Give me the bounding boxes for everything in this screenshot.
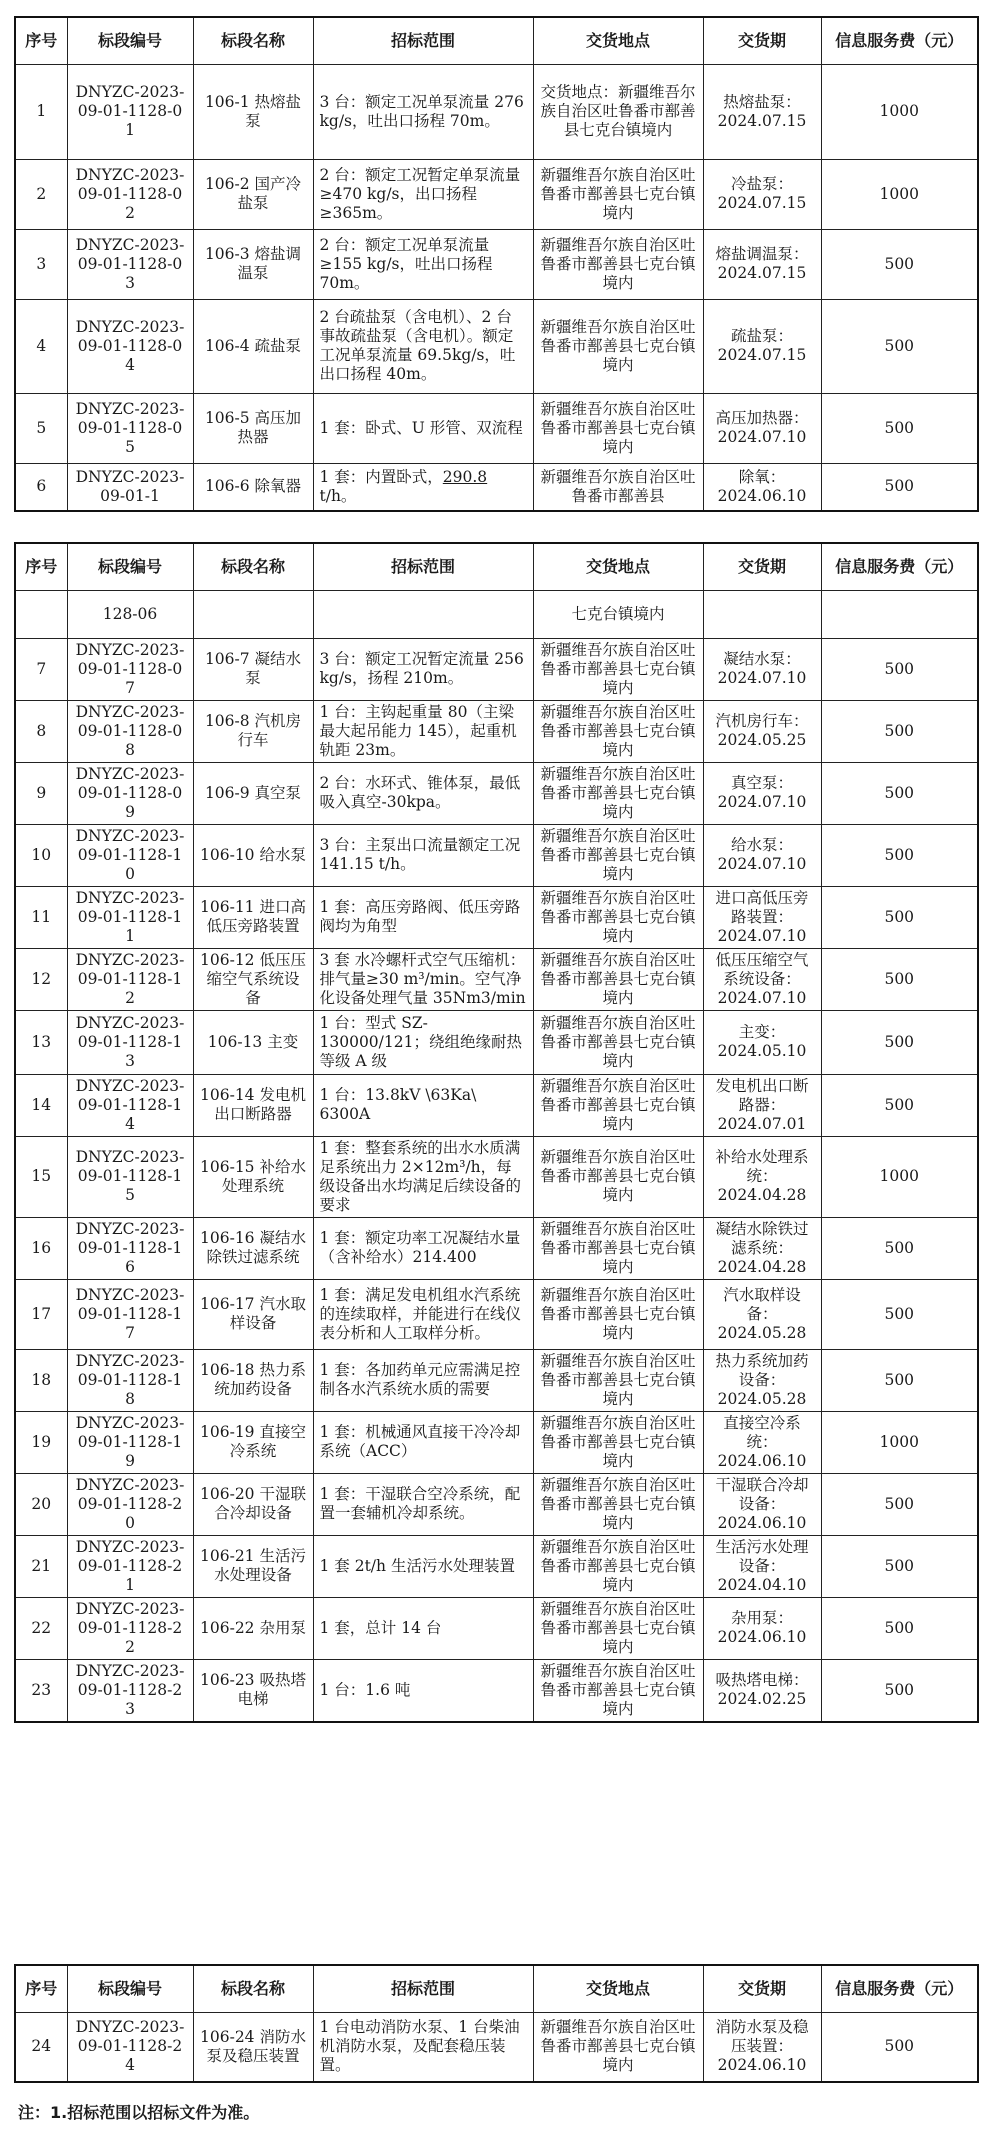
- header-place: 交货地点: [533, 1965, 703, 2012]
- row-code: DNYZC-2023-09-01-1128-15: [67, 1136, 193, 1217]
- header-row: [15, 543, 978, 590]
- row-fee: 500: [821, 700, 978, 762]
- row-scope: 1 套：干湿联合空冷系统，配置一套辅机冷却系统。: [313, 1473, 533, 1535]
- row-place: 七克台镇境内: [533, 590, 703, 638]
- row-place: 新疆维吾尔族自治区吐鲁番市鄯善县七克台镇境内: [533, 1349, 703, 1411]
- table-row: [15, 159, 978, 229]
- row-place: 新疆维吾尔族自治区吐鲁番市鄯善县七克台镇境内: [533, 638, 703, 700]
- header-date: 交货期: [703, 17, 821, 64]
- row-code: DNYZC-2023-09-01-1128-07: [67, 638, 193, 700]
- row-place: 新疆维吾尔族自治区吐鲁番市鄯善县: [533, 463, 703, 511]
- table-row: [15, 2012, 978, 2082]
- table-row: [15, 1597, 978, 1659]
- row-date: 主变：2024.05.10: [703, 1010, 821, 1074]
- header-no: 序号: [15, 1965, 67, 2012]
- row-place: 新疆维吾尔族自治区吐鲁番市鄯善县七克台镇境内: [533, 299, 703, 393]
- row-name: 106-21 生活污水处理设备: [193, 1535, 313, 1597]
- row-no: 19: [15, 1411, 67, 1473]
- row-fee: 500: [821, 1535, 978, 1597]
- row-no: 3: [15, 229, 67, 299]
- row-code: DNYZC-2023-09-01-1128-19: [67, 1411, 193, 1473]
- row-code: DNYZC-2023-09-01-1128-03: [67, 229, 193, 299]
- row-place: 新疆维吾尔族自治区吐鲁番市鄯善县七克台镇境内: [533, 393, 703, 463]
- row-fee: 500: [821, 2012, 978, 2082]
- table-row: [15, 824, 978, 886]
- table-row: [15, 1535, 978, 1597]
- row-date: 生活污水处理设备：2024.04.10: [703, 1535, 821, 1597]
- row-name: 106-5 高压加热器: [193, 393, 313, 463]
- row-code: DNYZC-2023-09-01-1128-24: [67, 2012, 193, 2082]
- row-scope: 1 套：机械通风直接干冷冷却系统（ACC）: [313, 1411, 533, 1473]
- row-name: 106-24 消防水泵及稳压装置: [193, 2012, 313, 2082]
- header-code: 标段编号: [67, 1965, 193, 2012]
- header-row: [15, 1965, 978, 2012]
- table-row: [15, 1217, 978, 1279]
- header-name: 标段名称: [193, 1965, 313, 2012]
- row-name: 106-12 低压压缩空气系统设备: [193, 948, 313, 1010]
- row-date: 干湿联合冷却设备：2024.06.10: [703, 1473, 821, 1535]
- header-date: 交货期: [703, 1965, 821, 2012]
- row-scope: 1 套：整套系统的出水水质满足系统出力 2×12m³/h，每级设备出水均满足后续设备的要求: [313, 1136, 533, 1217]
- row-date: 汽水取样设备：2024.05.28: [703, 1279, 821, 1349]
- row-name: 106-7 凝结水泵: [193, 638, 313, 700]
- row-name: 106-14 发电机出口断路器: [193, 1074, 313, 1136]
- row-fee: 500: [821, 1217, 978, 1279]
- row-fee: 500: [821, 229, 978, 299]
- row-name: 106-3 熔盐调温泵: [193, 229, 313, 299]
- row-name: 106-17 汽水取样设备: [193, 1279, 313, 1349]
- row-date: 凝结水除铁过滤系统：2024.04.28: [703, 1217, 821, 1279]
- row-place: 新疆维吾尔族自治区吐鲁番市鄯善县七克台镇境内: [533, 1279, 703, 1349]
- row-code: DNYZC-2023-09-01-1128-02: [67, 159, 193, 229]
- row-scope: 1 台：主钩起重量 80（主梁最大起吊能力 145），起重机轨距 23m。: [313, 700, 533, 762]
- row-name: [193, 590, 313, 638]
- row-name: 106-16 凝结水除铁过滤系统: [193, 1217, 313, 1279]
- row-code: DNYZC-2023-09-01-1128-20: [67, 1473, 193, 1535]
- row-place: 新疆维吾尔族自治区吐鲁番市鄯善县七克台镇境内: [533, 824, 703, 886]
- table-row: [15, 1473, 978, 1535]
- table-row: [15, 1659, 978, 1722]
- row-name: 106-18 热力系统加药设备: [193, 1349, 313, 1411]
- row-scope: 2 台：水环式、锥体泵，最低吸入真空-30kpa。: [313, 762, 533, 824]
- row-scope: 1 套，总计 14 台: [313, 1597, 533, 1659]
- row-scope: [313, 463, 533, 511]
- table-row: [15, 638, 978, 700]
- header-code: 标段编号: [67, 543, 193, 590]
- row-code: DNYZC-2023-09-01-1128-17: [67, 1279, 193, 1349]
- table-row: [15, 1010, 978, 1074]
- row-place: 新疆维吾尔族自治区吐鲁番市鄯善县七克台镇境内: [533, 2012, 703, 2082]
- row-fee: 500: [821, 886, 978, 948]
- table-row: [15, 299, 978, 393]
- row-name: 106-13 主变: [193, 1010, 313, 1074]
- row-fee: 1000: [821, 1411, 978, 1473]
- row-no: 14: [15, 1074, 67, 1136]
- row-name: 106-1 热熔盐泵: [193, 64, 313, 159]
- row-scope: 1 套：高压旁路阀、低压旁路阀均为角型: [313, 886, 533, 948]
- row-no: 10: [15, 824, 67, 886]
- row-name: 106-15 补给水处理系统: [193, 1136, 313, 1217]
- row-date: 疏盐泵：2024.07.15: [703, 299, 821, 393]
- row-place: 新疆维吾尔族自治区吐鲁番市鄯善县七克台镇境内: [533, 159, 703, 229]
- header-scope: 招标范围: [313, 17, 533, 64]
- row-place: 新疆维吾尔族自治区吐鲁番市鄯善县七克台镇境内: [533, 1659, 703, 1722]
- row-no: 20: [15, 1473, 67, 1535]
- row-place: 新疆维吾尔族自治区吐鲁番市鄯善县七克台镇境内: [533, 229, 703, 299]
- table-row: [15, 1349, 978, 1411]
- row-code: DNYZC-2023-09-01-1128-12: [67, 948, 193, 1010]
- row-date: 凝结水泵：2024.07.10: [703, 638, 821, 700]
- row-name: 106-23 吸热塔电梯: [193, 1659, 313, 1722]
- row-code: DNYZC-2023-09-01-1128-01: [67, 64, 193, 159]
- row-name: 106-2 国产冷盐泵: [193, 159, 313, 229]
- row-scope: 3 台：额定工况单泵流量 276 kg/s，吐出口扬程 70m。: [313, 64, 533, 159]
- row-code: DNYZC-2023-09-01-1128-18: [67, 1349, 193, 1411]
- row-fee: 500: [821, 1597, 978, 1659]
- row-name: 106-6 除氧器: [193, 463, 313, 511]
- row-date: 补给水处理系统：2024.04.28: [703, 1136, 821, 1217]
- row-code: DNYZC-2023-09-01-1128-22: [67, 1597, 193, 1659]
- row-no: 2: [15, 159, 67, 229]
- row-no: 24: [15, 2012, 67, 2082]
- row-date: 发电机出口断路器：2024.07.01: [703, 1074, 821, 1136]
- row-code: DNYZC-2023-09-01-1128-10: [67, 824, 193, 886]
- row-no: 4: [15, 299, 67, 393]
- row-code: DNYZC-2023-09-01-1128-13: [67, 1010, 193, 1074]
- footnote: 注：1.招标范围以招标文件为准。: [18, 2103, 260, 2122]
- row-date: 汽机房行车：2024.05.25: [703, 700, 821, 762]
- row-place: 交货地点：新疆维吾尔族自治区吐鲁番市鄯善县七克台镇境内: [533, 64, 703, 159]
- row-fee: [821, 590, 978, 638]
- row-scope: [313, 590, 533, 638]
- row-no: 17: [15, 1279, 67, 1349]
- row-no: 21: [15, 1535, 67, 1597]
- table-row: [15, 1074, 978, 1136]
- table-row: [15, 948, 978, 1010]
- row-place: 新疆维吾尔族自治区吐鲁番市鄯善县七克台镇境内: [533, 1136, 703, 1217]
- table-row: [15, 229, 978, 299]
- header-fee: 信息服务费（元）: [821, 543, 978, 590]
- row-date: 杂用泵：2024.06.10: [703, 1597, 821, 1659]
- row-fee: 500: [821, 762, 978, 824]
- row-no: 8: [15, 700, 67, 762]
- row-no: [15, 590, 67, 638]
- bid-table-3: [14, 1964, 979, 2083]
- row-no: 16: [15, 1217, 67, 1279]
- row-scope: 3 套 水冷螺杆式空气压缩机：排气量≥30 m³/min。空气净化设备处理气量 35Nm3/min: [313, 948, 533, 1010]
- row-no: 15: [15, 1136, 67, 1217]
- row-name: 106-19 直接空冷系统: [193, 1411, 313, 1473]
- row-date: 冷盐泵：2024.07.15: [703, 159, 821, 229]
- row-fee: 500: [821, 1349, 978, 1411]
- row-place: 新疆维吾尔族自治区吐鲁番市鄯善县七克台镇境内: [533, 1597, 703, 1659]
- row-no: 12: [15, 948, 67, 1010]
- row-no: 6: [15, 463, 67, 511]
- row-scope: 1 台：13.8kV \63Ka\ 6300A: [313, 1074, 533, 1136]
- row-fee: 500: [821, 1279, 978, 1349]
- table-row: [15, 463, 978, 511]
- row-date: 高压加热器：2024.07.10: [703, 393, 821, 463]
- row-place: 新疆维吾尔族自治区吐鲁番市鄯善县七克台镇境内: [533, 700, 703, 762]
- header-name: 标段名称: [193, 17, 313, 64]
- row-date: 低压压缩空气系统设备：2024.07.10: [703, 948, 821, 1010]
- header-row: [15, 17, 978, 64]
- scope-unit: t/h。: [319, 486, 357, 505]
- row-name: 106-9 真空泵: [193, 762, 313, 824]
- row-scope: 1 套 2t/h 生活污水处理装置: [313, 1535, 533, 1597]
- row-place: 新疆维吾尔族自治区吐鲁番市鄯善县七克台镇境内: [533, 762, 703, 824]
- row-no: 11: [15, 886, 67, 948]
- row-fee: 500: [821, 1659, 978, 1722]
- table-row: [15, 1279, 978, 1349]
- table-row: [15, 393, 978, 463]
- table-row: [15, 64, 978, 159]
- row-fee: 500: [821, 1473, 978, 1535]
- table-row: [15, 886, 978, 948]
- bid-table-2: [14, 542, 979, 1723]
- row-name: 106-8 汽机房行车: [193, 700, 313, 762]
- row-code: DNYZC-2023-09-01-1128-21: [67, 1535, 193, 1597]
- row-scope: 1 台：1.6 吨: [313, 1659, 533, 1722]
- table-row: [15, 590, 978, 638]
- row-scope: 1 套：各加药单元应需满足控制各水汽系统水质的需要: [313, 1349, 533, 1411]
- row-date: 热力系统加药设备：2024.05.28: [703, 1349, 821, 1411]
- row-code: DNYZC-2023-09-01-1128-09: [67, 762, 193, 824]
- row-fee: 1000: [821, 64, 978, 159]
- header-scope: 招标范围: [313, 543, 533, 590]
- row-fee: 500: [821, 824, 978, 886]
- row-fee: 500: [821, 638, 978, 700]
- row-fee: 500: [821, 1010, 978, 1074]
- row-fee: 500: [821, 1074, 978, 1136]
- header-place: 交货地点: [533, 543, 703, 590]
- row-code: DNYZC-2023-09-01-1128-16: [67, 1217, 193, 1279]
- row-date: 除氧：2024.06.10: [703, 463, 821, 511]
- row-no: 1: [15, 64, 67, 159]
- header-fee: 信息服务费（元）: [821, 1965, 978, 2012]
- header-no: 序号: [15, 543, 67, 590]
- row-code: DNYZC-2023-09-01-1128-04: [67, 299, 193, 393]
- row-code: DNYZC-2023-09-01-1128-11: [67, 886, 193, 948]
- table-row: [15, 1136, 978, 1217]
- row-date: 吸热塔电梯：2024.02.25: [703, 1659, 821, 1722]
- row-date: 给水泵：2024.07.10: [703, 824, 821, 886]
- header-scope: 招标范围: [313, 1965, 533, 2012]
- row-date: 热熔盐泵：2024.07.15: [703, 64, 821, 159]
- row-code: DNYZC-2023-09-01-1128-08: [67, 700, 193, 762]
- row-scope: 1 套：额定功率工况凝结水量（含补给水）214.400: [313, 1217, 533, 1279]
- table-row: [15, 762, 978, 824]
- row-code: DNYZC-2023-09-01-1128-23: [67, 1659, 193, 1722]
- row-name: 106-4 疏盐泵: [193, 299, 313, 393]
- row-scope: 3 台：主泵出口流量额定工况 141.15 t/h。: [313, 824, 533, 886]
- row-scope: 1 台：型式 SZ-130000/121；绕组绝缘耐热等级 A 级: [313, 1010, 533, 1074]
- row-place: 新疆维吾尔族自治区吐鲁番市鄯善县七克台镇境内: [533, 1473, 703, 1535]
- row-fee: 500: [821, 463, 978, 511]
- header-fee: 信息服务费（元）: [821, 17, 978, 64]
- row-fee: 1000: [821, 159, 978, 229]
- row-date: [703, 590, 821, 638]
- header-date: 交货期: [703, 543, 821, 590]
- row-scope: 3 台：额定工况暂定流量 256 kg/s，扬程 210m。: [313, 638, 533, 700]
- row-place: 新疆维吾尔族自治区吐鲁番市鄯善县七克台镇境内: [533, 1411, 703, 1473]
- scope-text: 1 套：内置卧式，: [319, 467, 443, 486]
- row-date: 进口高低压旁路装置：2024.07.10: [703, 886, 821, 948]
- row-scope: 2 台疏盐泵（含电机）、2 台事故疏盐泵（含电机）。额定工况单泵流量 69.5kg/s，吐出口扬程 40m。: [313, 299, 533, 393]
- table-row: [15, 700, 978, 762]
- row-place: 新疆维吾尔族自治区吐鲁番市鄯善县七克台镇境内: [533, 1217, 703, 1279]
- row-name: 106-20 干湿联合冷却设备: [193, 1473, 313, 1535]
- row-date: 熔盐调温泵：2024.07.15: [703, 229, 821, 299]
- row-place: 新疆维吾尔族自治区吐鲁番市鄯善县七克台镇境内: [533, 948, 703, 1010]
- row-fee: 500: [821, 948, 978, 1010]
- row-code: DNYZC-2023-09-01-1128-05: [67, 393, 193, 463]
- row-code: 128-06: [67, 590, 193, 638]
- row-scope: 1 套：卧式、U 形管、双流程: [313, 393, 533, 463]
- row-no: 13: [15, 1010, 67, 1074]
- header-name: 标段名称: [193, 543, 313, 590]
- header-place: 交货地点: [533, 17, 703, 64]
- row-scope: 2 台：额定工况单泵流量≥155 kg/s，吐出口扬程70m。: [313, 229, 533, 299]
- row-date: 真空泵：2024.07.10: [703, 762, 821, 824]
- scope-underlined-value: 290.8: [442, 467, 488, 486]
- row-no: 7: [15, 638, 67, 700]
- header-no: 序号: [15, 17, 67, 64]
- row-no: 23: [15, 1659, 67, 1722]
- bid-table-1: [14, 16, 979, 512]
- row-date: 直接空冷系统：2024.06.10: [703, 1411, 821, 1473]
- row-no: 18: [15, 1349, 67, 1411]
- row-scope: 1 套：满足发电机组水汽系统的连续取样，并能进行在线仪表分析和人工取样分析。: [313, 1279, 533, 1349]
- row-name: 106-11 进口高低压旁路装置: [193, 886, 313, 948]
- row-code: DNYZC-2023-09-01-1: [67, 463, 193, 511]
- row-place: 新疆维吾尔族自治区吐鲁番市鄯善县七克台镇境内: [533, 886, 703, 948]
- row-no: 5: [15, 393, 67, 463]
- row-fee: 1000: [821, 1136, 978, 1217]
- row-scope: 2 台：额定工况暂定单泵流量≥470 kg/s，出口扬程≥365m。: [313, 159, 533, 229]
- row-name: 106-22 杂用泵: [193, 1597, 313, 1659]
- row-fee: 500: [821, 299, 978, 393]
- row-no: 9: [15, 762, 67, 824]
- row-place: 新疆维吾尔族自治区吐鲁番市鄯善县七克台镇境内: [533, 1010, 703, 1074]
- row-name: 106-10 给水泵: [193, 824, 313, 886]
- table-row: [15, 1411, 978, 1473]
- row-fee: 500: [821, 393, 978, 463]
- row-date: 消防水泵及稳压装置：2024.06.10: [703, 2012, 821, 2082]
- row-no: 22: [15, 1597, 67, 1659]
- row-place: 新疆维吾尔族自治区吐鲁番市鄯善县七克台镇境内: [533, 1074, 703, 1136]
- header-code: 标段编号: [67, 17, 193, 64]
- row-code: DNYZC-2023-09-01-1128-14: [67, 1074, 193, 1136]
- row-place: 新疆维吾尔族自治区吐鲁番市鄯善县七克台镇境内: [533, 1535, 703, 1597]
- row-scope: 1 台电动消防水泵、1 台柴油机消防水泵，及配套稳压装置。: [313, 2012, 533, 2082]
